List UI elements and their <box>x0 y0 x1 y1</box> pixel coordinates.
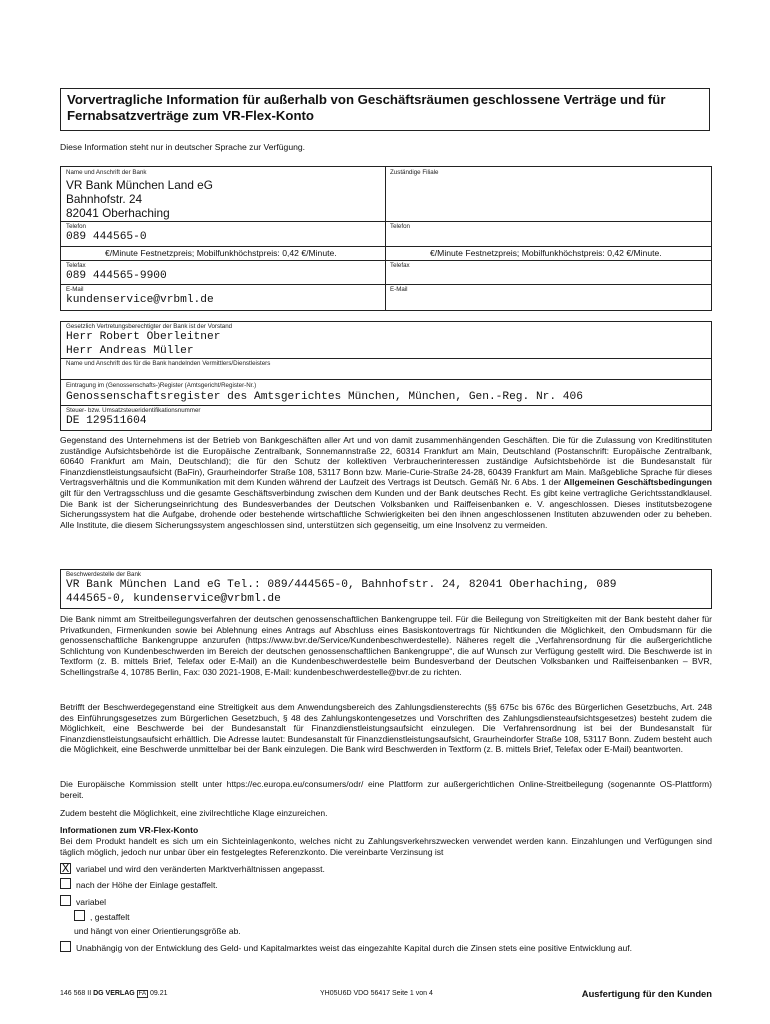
title-box <box>60 88 710 131</box>
divider <box>60 284 712 285</box>
complaint-line: VR Bank München Land eG Tel.: 089/444565-0, Bahnhofstr. 24, 82041 Oberhaching, 089 <box>66 579 617 591</box>
bank-name: VR Bank München Land eG <box>66 178 213 192</box>
branch-email-label: E-Mail <box>390 286 408 293</box>
business-text-continued: gilt für den Vertragsschluss und die gesamte Geschäftsverbindung zwischen dem Kunden und der Bank deutsches Recht. Es gibt keine vertragliche Gerichtsstandklausel. Die Bank ist der Sicherungseinrichtung des Bundesverbandes der Deutschen Volksbanken und Raiffeisenbanken e. V. angeschlossen. Dieses institutsbezogene Sicherungssystem hat die Aufgabe, drohende oder bestehende wirtschaftliche Schwierigkeiten bei den ihnen angeschlossenen Instituten abzuwenden oder zu beheben. Alle Institute, die diesem Sicherungssystem angeschlossen sind, unterstützen sich gegenseitig, um eine Insolvenz zu vermeiden. <box>60 487 712 530</box>
form-date: 09.21 <box>149 990 168 997</box>
complaint-label: Beschwerdestelle der Bank <box>66 571 141 578</box>
branch-label: Zuständige Filiale <box>390 169 439 176</box>
eu-platform-paragraph: Die Europäische Kommission stellt unter https://ec.europa.eu/consumers/odr/ eine Plattform zur außergerichtlichen Online-Streitbeilegung (sogenannte OS-Plattform) bereit. <box>60 779 712 800</box>
business-text: Gegenstand des Unternehmens ist der Betrieb von Bankgeschäften aller Art und von damit zusammenhängenden Geschäften. Die für die Zulassung von Kreditinstituten zuständige Aufsichtsbehörde ist die Europäische Zentralbank, Sonnemannstraße 22, 60314 Frankfurt am Main, Deutschland (Postanschrift: Europäische Zentralbank, 60640 Frankfurt am Main, Deutschland); die für den Schutz der kollektiven Verbraucherinteressen zuständige Aufsichtsbehörde ist die Bundesanstalt für Finanzdienstleistungsaufsicht (BaFin), Graurheindorfer Straße 108, 53117 Bonn bzw. Marie-Curie-Straße 24-28, 60439 Frankfurt am Main. Maßgebliche Sprache für dieses Vertragsverhältnis und die Kommunikation mit dem Kunden während der Laufzeit des Vertrags ist Deutsch. Gemäß Nr. 6 Abs. 1 der <box>60 435 712 488</box>
flex-intro: Bei dem Produkt handelt es sich um ein Sichteinlagenkonto, welches nicht zu Zahlungsverkehrszwecken verwendet werden kann. Einzahlungen und Verfügungen sind täglich möglich, jedoch nur unbar über ein festgelegtes Referenzkonto. Die vereinbarte Verzinsung ist <box>60 836 712 857</box>
phone-price-note: €/Minute Festnetzpreis; Mobilfunkhöchstpreis: 0,42 €/Minute. <box>105 248 337 258</box>
fa-badge: FA <box>138 991 147 997</box>
divider <box>60 379 712 380</box>
representative-name: Herr Robert Oberleitner <box>66 331 221 343</box>
interest-option-label: nach der Höhe der Einlage gestaffelt. <box>76 880 218 890</box>
email-label: E-Mail <box>66 286 84 293</box>
fax-label: Telefax <box>66 262 86 269</box>
flex-heading-text: Informationen zum VR-Flex-Konto <box>60 825 199 835</box>
branch-phone-label: Telefon <box>390 223 410 230</box>
phone-label: Telefon <box>66 223 86 230</box>
phone-value: 089 444565-0 <box>66 231 147 243</box>
representative-name: Herr Andreas Müller <box>66 345 194 357</box>
interest-option-label: , gestaffelt <box>90 912 130 922</box>
publisher-logo: DG VERLAG <box>93 990 135 997</box>
footer-left <box>60 990 168 998</box>
divider <box>60 260 712 261</box>
register-label: Eintragung im (Genossenschafts-)Register (Amtsgericht/Register-Nr.) <box>66 382 257 389</box>
page-title: Vorvertragliche Information für außerhalb von Geschäftsräumen geschlossene Verträge und für Fernabsatzverträge zum VR-Flex-Konto <box>67 92 666 123</box>
positive-development-checkbox[interactable] <box>60 941 71 952</box>
interest-option-label: variabel <box>76 897 107 907</box>
bank-street: Bahnhofstr. 24 <box>66 192 143 206</box>
branch-phone-price-note: €/Minute Festnetzpreis; Mobilfunkhöchstpreis: 0,42 €/Minute. <box>430 248 662 258</box>
intermediary-label: Name und Anschrift des für die Bank handelnden Vermittlers/Dienstleisters <box>66 360 271 367</box>
bank-name-label: Name und Anschrift der Bank <box>66 169 147 176</box>
ombudsman-paragraph: Die Bank nimmt am Streitbeilegungsverfahren der deutschen genossenschaftlichen Bankengruppe teil. Für die Beilegung von Streitigkeiten mit der Bank besteht daher für Privatkunden, Firmenkunden sowie bei Ablehnung eines Antrags auf Abschluss eines Basiskontovertrags für Nichtkunden die Möglichkeit, den Ombudsmann für die genossenschaftliche Bankengruppe anzurufen (https://www.bvr.de/Service/Kundenbeschwerdestelle). Näheres regelt die „Verfahrensordnung für die außergerichtliche Schlichtung von Kundenbeschwerden im Bereich der deutschen genossenschaftlichen Bankengruppe“, die auf Wunsch zur Verfügung gestellt wird. Die Beschwerde ist in Textform (z. B. mittels Brief, Telefax oder E-Mail) an die Kundenbeschwerdestelle beim Bundesverband der Deutschen Volksbanken und Raiffeisenbanken – BVR, Schellingstraße 4, 10785 Berlin, Fax: 030 2021-1908, E-Mail: kundenbeschwerdestelle@bvr.de zu richten. <box>60 614 712 677</box>
bank-city: 82041 Oberhaching <box>66 206 170 220</box>
representatives-label: Gesetzlich Vertretungsberechtigter der Bank ist der Vorstand <box>66 323 233 330</box>
complaint-line: 444565-0, kundenservice@vrbml.de <box>66 593 281 605</box>
divider <box>60 246 712 247</box>
footer-doc-ref: YH05U6D VDO 56417 Seite 1 von 4 <box>320 990 433 997</box>
flex-heading <box>60 825 712 836</box>
divider <box>60 358 712 359</box>
interest-variable-orientation-checkbox[interactable] <box>60 895 71 906</box>
fax-value: 089 444565-9900 <box>66 270 167 282</box>
tax-id-value: DE 129511604 <box>66 415 147 427</box>
email-value: kundenservice@vrbml.de <box>66 294 214 306</box>
divider <box>60 405 712 406</box>
interest-tiered-sub-checkbox[interactable] <box>74 910 85 921</box>
divider <box>60 221 712 222</box>
branch-fax-label: Telefax <box>390 262 410 269</box>
court-paragraph: Zudem besteht die Möglichkeit, eine zivilrechtliche Klage einzureichen. <box>60 808 328 818</box>
interest-tiered-checkbox[interactable] <box>60 878 71 889</box>
business-paragraph <box>60 435 712 530</box>
interest-option-label: Unabhängig von der Entwicklung des Geld- und Kapitalmarktes weist das eingezahlte Kapital durch die Zinsen stets eine positive Entwicklung auf. <box>76 943 633 953</box>
register-value: Genossenschaftsregister des Amtsgerichtes München, München, Gen.-Reg. Nr. 406 <box>66 391 583 403</box>
interest-variable-checkbox[interactable]: X <box>61 862 70 875</box>
interest-option-label: variabel und wird den veränderten Marktverhältnissen angepasst. <box>76 864 325 874</box>
terms-reference: Allgemeinen Geschäftsbedingungen <box>563 477 713 488</box>
tax-id-label: Steuer- bzw. Umsatzsteueridentifikationsnummer <box>66 407 201 414</box>
bank-contact-divider <box>385 166 386 311</box>
form-code: 146 568 II <box>60 990 92 997</box>
payment-services-paragraph: Betrifft der Beschwerdegegenstand eine Streitigkeit aus dem Anwendungsbereich des Zahlungsdiensterechts (§§ 675c bis 676c des Bürgerlichen Gesetzbuchs, Art. 248 des Einführungsgesetzes zum Bürgerlichen Gesetzbuch, § 48 des Zahlungskontengesetzes und Vorschriften des Zahlungsdiensteaufsichtsgesetzes) besteht zudem die Möglichkeit, eine Beschwerde bei der Bundesanstalt für Finanzdienstleistungsaufsicht einzulegen. Die Verfahrensordnung ist bei der Bundesanstalt für Finanzdienstleistungsaufsicht erhältlich. Die Adresse lautet: Bundesanstalt für Finanzdienstleistungsaufsicht, Graurheindorfer Straße 108, 53117 Bonn. Zudem besteht auch die Möglichkeit, eine Beschwerde unmittelbar bei der Bank einzulegen. Die Bank wird Beschwerden in Textform (z. B. mittels Brief, Telefax oder E-Mail) beantworten. <box>60 702 712 755</box>
footer-copy-label: Ausfertigung für den Kunden <box>581 988 712 999</box>
language-note: Diese Information steht nur in deutscher Sprache zur Verfügung. <box>60 142 306 152</box>
orientation-text: und hängt von einer Orientierungsgröße ab. <box>74 926 241 936</box>
